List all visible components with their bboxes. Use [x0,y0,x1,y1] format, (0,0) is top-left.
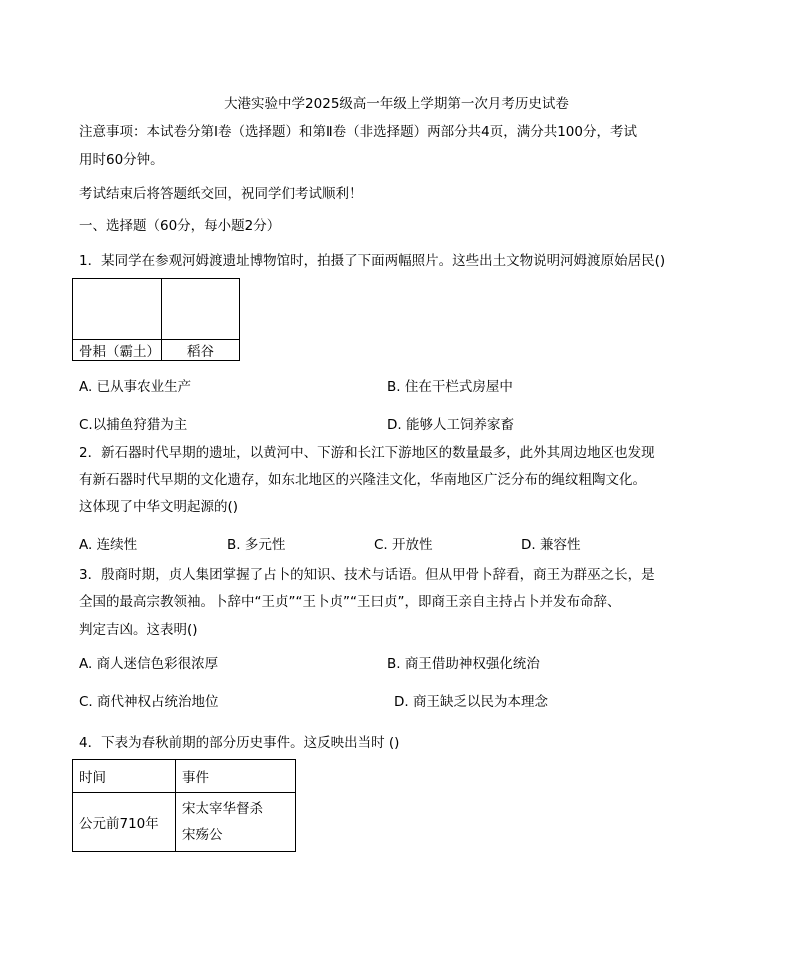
exam-title: 大港实验中学2025级高一年级上学期第一次月考历史试卷 [224,96,569,112]
q2-option-c: C. 开放性 [374,537,433,553]
q1-photo-2 [162,279,240,340]
q4-header-time: 时间 [73,760,176,793]
q1-option-d: D. 能够人工饲养家畜 [387,417,514,433]
q3-option-d: D. 商王缺乏以民为本理念 [394,694,548,710]
q2-line-2: 有新石器时代早期的文化遗存，如东北地区的兴隆洼文化，华南地区广泛分布的绳纹粗陶文化。 [79,472,646,488]
q2-line-3: 这体现了中华文明起源的() [79,499,239,515]
q3-line-3: 判定吉凶。这表明() [79,622,198,638]
q4-row1-time: 公元前710年 [73,793,176,852]
q1-photo-1 [73,279,162,340]
q3-option-c: C. 商代神权占统治地位 [79,694,219,710]
notice-line-1: 注意事项：本试卷分第Ⅰ卷（选择题）和第Ⅱ卷（非选择题）两部分共4页，满分共100分，考试 [79,124,637,140]
q3-line-1: 3．殷商时期，贞人集团掌握了占卜的知识、技术与话语。但从甲骨卜辞看，商王为群巫之长，是 [79,567,655,583]
q1-caption-1: 骨耜（霸土） [73,340,162,361]
section-heading: 一、选择题（60分，每小题2分） [79,218,281,234]
q3-option-a: A. 商人迷信色彩很浓厚 [79,656,219,672]
q1-option-c: C.以捕鱼狩猎为主 [79,417,188,433]
q1-option-b: B. 住在干栏式房屋中 [387,379,513,395]
q1-stem: 1．某同学在参观河姆渡遗址博物馆时，拍摄了下面两幅照片。这些出土文物说明河姆渡原始居民() [79,253,666,269]
q2-option-a: A. 连续性 [79,537,138,553]
notice-line-3: 考试结束后将答题纸交回，祝同学们考试顺利！ [79,186,363,202]
q2-line-1: 2．新石器时代早期的遗址，以黄河中、下游和长江下游地区的数量最多，此外其周边地区也发现 [79,445,655,461]
q2-option-b: B. 多元性 [227,537,286,553]
q1-photo-table [72,278,240,361]
q4-row1-event [176,793,296,852]
q2-option-d: D. 兼容性 [521,537,581,553]
q1-caption-2: 稻谷 [162,340,240,361]
q4-header-event: 事件 [176,760,296,793]
notice-line-2: 用时60分钟。 [79,152,164,168]
q3-line-2: 全国的最高宗教领袖。卜辞中“王贞”“王卜贞”“王曰贞”，即商王亲自主持占卜并发布命辞、 [79,594,621,610]
q4-stem: 4．下表为春秋前期的部分历史事件。这反映出当时 () [79,735,400,751]
q4-event-table [72,759,296,852]
q4-row1-event-line-1: 宋太宰华督杀 [182,801,263,817]
q4-row1-event-line-2: 宋殇公 [182,827,223,843]
q3-option-b: B. 商王借助神权强化统治 [387,656,540,672]
q1-option-a: A. 已从事农业生产 [79,379,192,395]
